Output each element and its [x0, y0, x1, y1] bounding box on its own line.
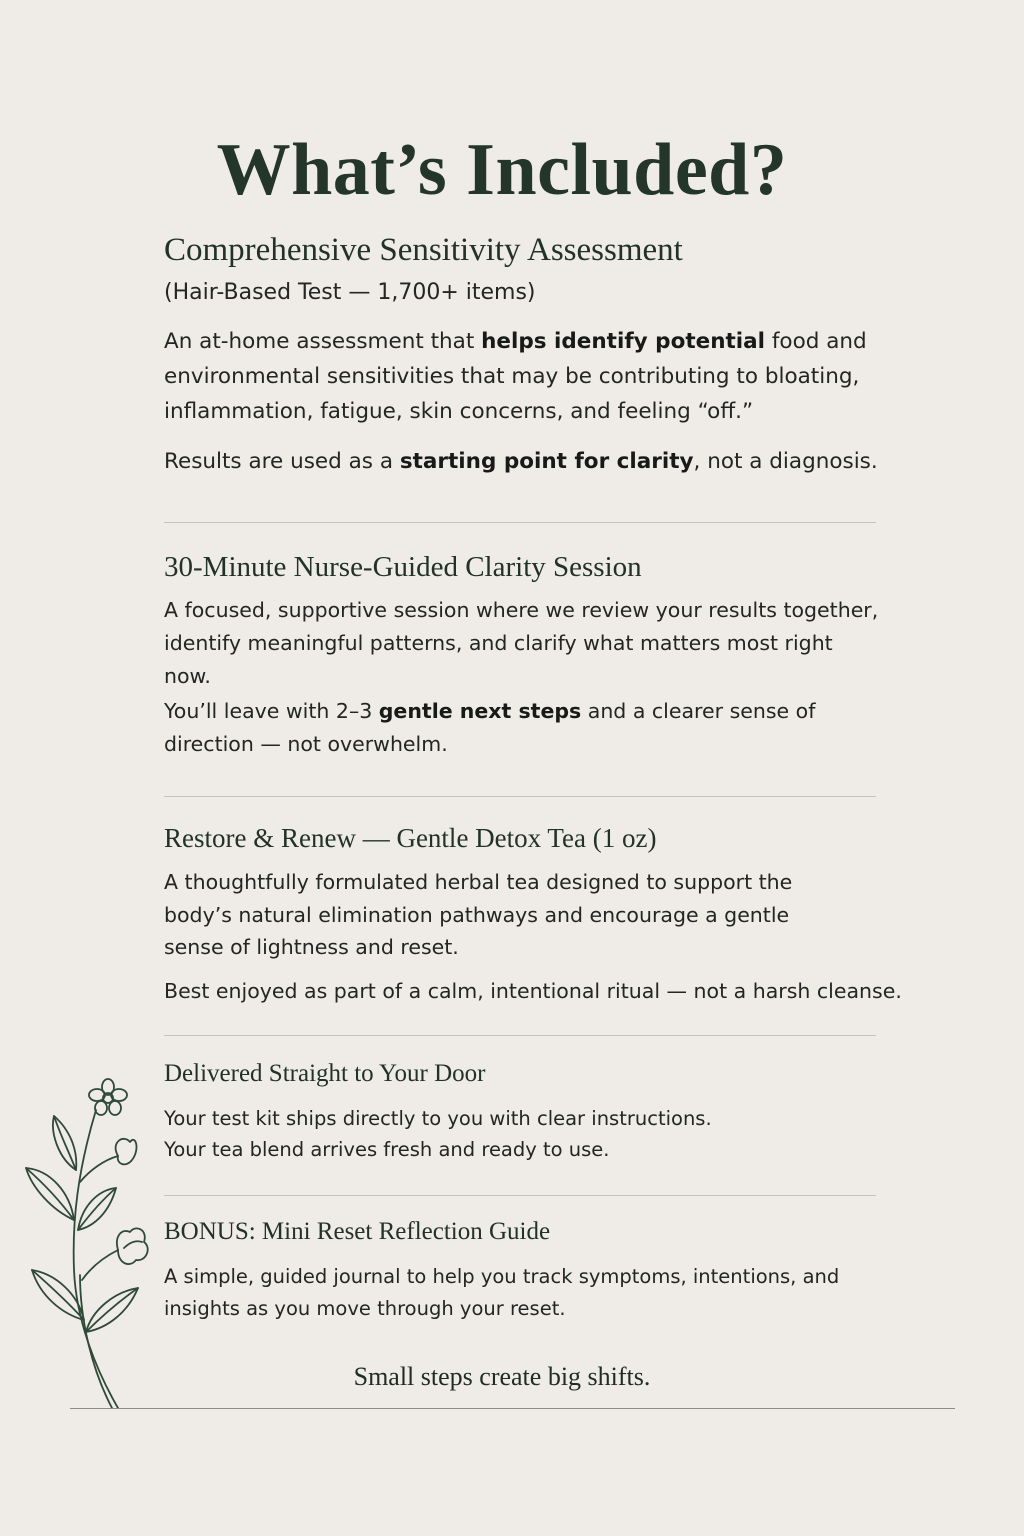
section-body: A simple, guided journal to help you track symptoms, intentions, and insights as you move through your reset.	[164, 1265, 840, 1320]
section-heading: 30-Minute Nurse-Guided Clarity Session	[164, 551, 642, 583]
divider	[164, 1195, 876, 1196]
section-heading: Delivered Straight to Your Door	[164, 1060, 486, 1087]
bottom-rule	[70, 1408, 955, 1409]
page-title: What’s Included?	[216, 128, 788, 211]
section-heading: Restore & Renew — Gentle Detox Tea (1 oz)	[164, 823, 657, 853]
body-line: Your tea blend arrives fresh and ready to use.	[164, 1138, 610, 1161]
section-heading: BONUS: Mini Reset Reflection Guide	[164, 1218, 551, 1245]
body-text: and a clearer sense of direction — not overwhelm.	[164, 699, 816, 756]
note-emphasis: starting point for clarity	[399, 449, 694, 474]
body-emphasis: gentle next steps	[378, 699, 582, 723]
section-body	[164, 324, 924, 429]
section-heading: Comprehensive Sensitivity Assessment	[164, 232, 683, 268]
section-body: A thoughtfully formulated herbal tea designed to support the body’s natural elimination pathways and encourage a gentle sense of lightness and reset.	[164, 870, 793, 959]
body-line: Your test kit ships directly to you with clear instructions.	[164, 1107, 712, 1130]
section-note	[164, 447, 964, 477]
body-text: food and environmental sensitivities that may be contributing to bloating, inflammation, fatigue, skin concerns, and feeling “off.”	[164, 329, 867, 424]
tagline: Small steps create big shifts.	[353, 1362, 651, 1391]
body-text: An at-home assessment that	[164, 329, 482, 354]
section-sensitivity-assessment	[164, 228, 964, 477]
note-text: Results are used as a	[164, 449, 400, 474]
divider	[164, 522, 876, 523]
section-delivery	[164, 1057, 964, 1165]
body-text: You’ll leave with 2–3	[164, 699, 379, 723]
section-note: Best enjoyed as part of a calm, intentional ritual — not a harsh cleanse.	[164, 978, 902, 1003]
section-subheading: (Hair-Based Test — 1,700+ items)	[164, 280, 536, 305]
section-body: A focused, supportive session where we review your results together, identify meaningful patterns, and clarify what matters most right now.	[164, 598, 879, 688]
section-body	[164, 1103, 964, 1165]
divider	[164, 796, 876, 797]
note-text: , not a diagnosis.	[693, 449, 878, 474]
section-body-2	[164, 695, 884, 761]
section-bonus-guide	[164, 1215, 964, 1325]
section-clarity-session	[164, 548, 964, 761]
body-emphasis: helps identify potential	[481, 329, 766, 354]
divider	[164, 1035, 876, 1036]
section-detox-tea	[164, 820, 964, 1006]
